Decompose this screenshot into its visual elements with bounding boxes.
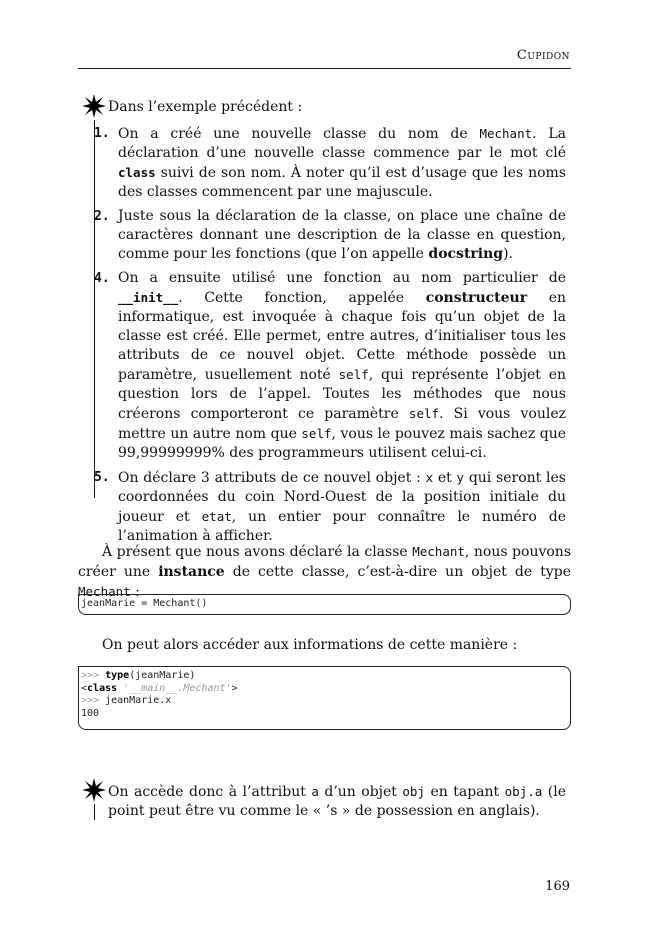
- code-text: >: [231, 682, 238, 694]
- inline-code: obj.a: [504, 784, 543, 799]
- paragraph-text: On peut alors accéder aux informations de cette manière :: [102, 637, 518, 653]
- inline-code: self: [338, 367, 369, 382]
- prompt: >>>: [81, 695, 100, 706]
- text-run: . La déclaration d’une nouvelle classe commence par le mot clé: [118, 126, 566, 161]
- inline-code: self: [408, 406, 440, 421]
- text-run: . Cette fonction, appelée: [178, 290, 426, 306]
- text-run: et: [433, 470, 457, 486]
- header-rule: [78, 68, 571, 69]
- list-item: [94, 468, 566, 546]
- item-text: [118, 126, 566, 200]
- numbered-list: [94, 124, 566, 551]
- item-number: 4.: [94, 271, 110, 286]
- inline-code-keyword: class: [118, 165, 156, 180]
- note-margin-bar: [94, 804, 95, 820]
- text-run: À présent que nous avons déclaré la classe: [102, 544, 413, 560]
- list-item: [94, 207, 566, 264]
- starburst-icon: [82, 94, 106, 118]
- text-run: Juste sous la déclaration de la classe, on place une chaîne de caractères donnant une description de la classe en question, comme pour les fonctions (que l’on appelle: [118, 208, 566, 262]
- note-block: [88, 98, 568, 544]
- code-block: [78, 594, 571, 615]
- paragraph-text: [78, 544, 571, 600]
- code-text: (jeanMarie): [129, 670, 196, 681]
- inline-code: Mechant: [412, 544, 465, 559]
- item-number: 2.: [94, 209, 110, 224]
- item-text: [118, 470, 566, 544]
- text-run: qui seront les coordonnées du coin Nord-Ouest de la position initiale du joueur et: [118, 470, 566, 525]
- inline-code: Mechant: [78, 584, 131, 599]
- page-number: 169: [545, 879, 570, 894]
- text-run: , vous le pouvez mais sachez que 99,99999999% des programmeurs utilisent celui-ci.: [118, 426, 566, 461]
- text-run: . Si vous voulez mettre un autre nom que: [118, 406, 566, 442]
- inline-code: Mechant: [479, 126, 533, 141]
- list-item: [94, 124, 566, 202]
- inline-code: etat: [201, 509, 232, 524]
- text-run: de cette classe, c’est-à-dire un objet de type: [224, 564, 571, 580]
- inline-code: x: [425, 470, 434, 485]
- body-paragraph: [78, 635, 571, 655]
- note-text: [108, 782, 566, 821]
- code-line: jeanMarie = Mechant(): [81, 598, 208, 609]
- item-number: 5.: [94, 470, 110, 485]
- text-run: On a créé une nouvelle classe du nom de: [118, 126, 480, 142]
- list-item: [94, 269, 566, 463]
- code-string: '__main__.Mechant': [123, 682, 232, 694]
- text-run: On accède donc à l’attribut: [108, 784, 312, 800]
- text-run: (le point peut être vu comme le « ’s » de possession en anglais).: [108, 784, 566, 819]
- code-text: <: [81, 682, 88, 694]
- starburst-icon: [82, 778, 106, 802]
- text-run: ).: [503, 246, 513, 262]
- item-number: 1.: [94, 126, 110, 141]
- text-run: On déclare 3 attributs de ce nouvel objet :: [118, 470, 426, 486]
- code-block: [78, 666, 571, 730]
- note-block: [88, 782, 568, 822]
- item-text: [118, 270, 566, 461]
- text-run: d’un objet: [318, 784, 403, 800]
- text-run: On a ensuite utilisé une fonction au nom particulier de: [118, 270, 566, 286]
- bold-term: docstring: [428, 246, 504, 262]
- code-text: jeanMarie.x: [99, 695, 172, 706]
- text-run: en tapant: [424, 784, 505, 800]
- text-run: , nous pouvons créer une: [78, 544, 572, 580]
- text-run: :: [130, 584, 140, 600]
- code-keyword: type: [105, 670, 130, 681]
- bold-term: constructeur: [425, 290, 528, 306]
- text-run: suivi de son nom. À noter qu’il est d’usage que les noms des classes commencent par une majuscule.: [118, 165, 566, 200]
- text-run: , qui représente l’objet en question lors de l’appel. Toutes les méthodes que nous créerons comporteront ce paramètre: [118, 367, 566, 422]
- bold-term: instance: [158, 564, 225, 580]
- inline-code: a: [311, 784, 319, 799]
- running-header: Cupidon: [516, 48, 570, 63]
- inline-code: y: [456, 470, 465, 485]
- inline-code: obj: [402, 784, 425, 799]
- text-run: en informatique, est invoquée à chaque fois qu’un objet de la classe est créé. Elle permet, entre autres, d’initialiser tous les attributs de ce nouvel objet. Cette méthode possède un paramètre, usuellement noté: [118, 290, 566, 383]
- inline-code-keyword: __init__: [118, 290, 179, 305]
- note-intro: Dans l’exemple précédent :: [108, 99, 303, 115]
- code-output: 100: [81, 707, 100, 719]
- inline-code: self: [301, 426, 332, 441]
- prompt: >>>: [81, 670, 100, 681]
- code-keyword: class: [87, 682, 118, 694]
- item-text: [118, 208, 566, 262]
- body-paragraph: [78, 542, 571, 602]
- text-run: , un entier pour connaître le numéro de l’animation à afficher.: [118, 509, 566, 544]
